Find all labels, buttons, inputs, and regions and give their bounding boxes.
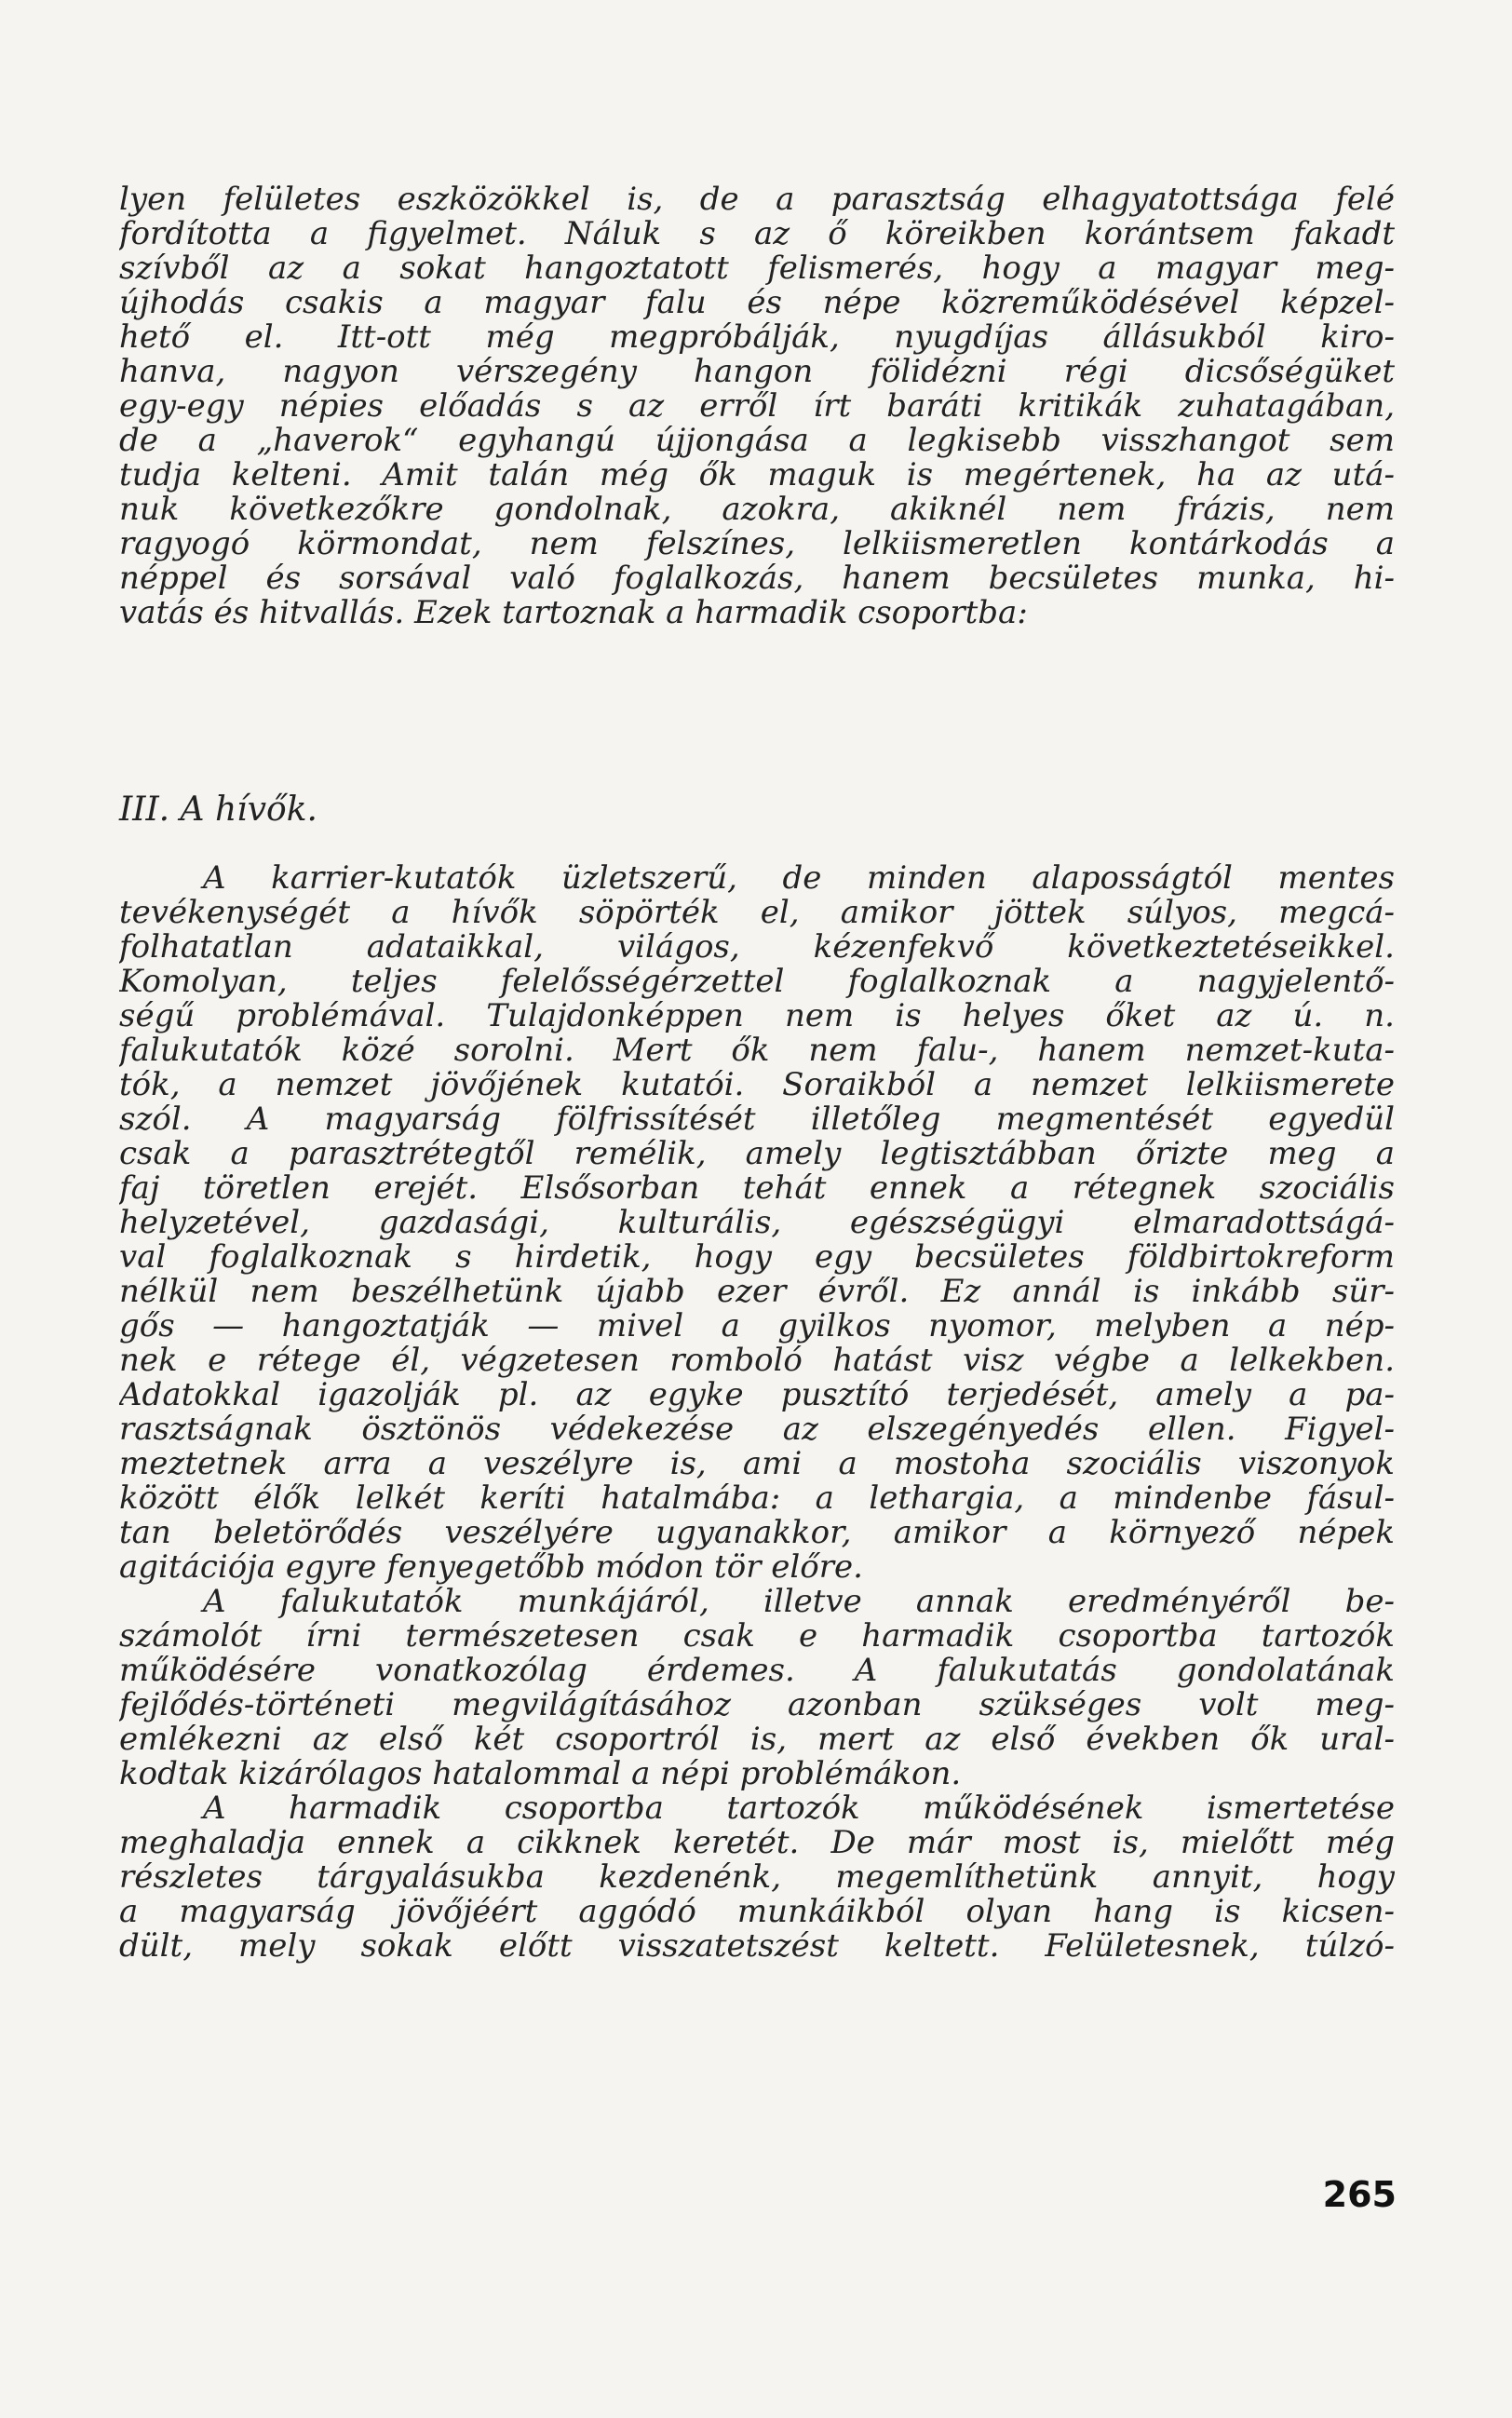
text-line: lyen felületes eszközökkel is, de a parasztság elhagyatottsága felé [119, 182, 1395, 217]
text-line: hető el. Itt-ott még megpróbálják, nyugdíjas állásukból kiro- [119, 320, 1395, 355]
text-line: kodtak kizárólagos hatalommal a népi problémákon. [119, 1757, 962, 1791]
paragraph-2 [119, 861, 1395, 1964]
text-line: egy-egy népies előadás s az erről írt baráti kritikák zuhatagában, [119, 389, 1395, 424]
text-line: Komolyan, teljes felelősségérzettel foglalkoznak a nagyjelentő- [119, 965, 1395, 999]
text-line: ségű problémával. Tulajdonképpen nem is helyes őket az ú. n. [119, 999, 1395, 1033]
text-line: néppel és sorsával való foglalkozás, hanem becsületes munka, hi- [119, 561, 1395, 596]
text-line: tan beletörődés veszélyére ugyanakkor, amikor a környező népek [119, 1516, 1395, 1550]
text-line: tevékenységét a hívők söpörték el, amikor jöttek súlyos, megcá- [119, 896, 1395, 930]
text-line: rasztságnak ösztönös védekezése az elszegényedés ellen. Figyel- [119, 1412, 1395, 1447]
text-line: de a „haverok“ egyhangú újjongása a legkisebb visszhangot sem [119, 424, 1395, 458]
text-line: helyzetével, gazdasági, kulturális, egészségügyi elmaradottságá- [119, 1206, 1395, 1240]
text-line: vatás és hitvallás. Ezek tartoznak a harmadik csoportba: [119, 596, 1028, 630]
section-heading: III. A hívők. [119, 790, 317, 829]
text-line: a magyarság jövőjéért aggódó munkáikból olyan hang is kicsen- [119, 1895, 1395, 1929]
text-line: fejlődés-történeti megvilágításához azonban szükséges volt meg- [119, 1688, 1395, 1722]
text-line: részletes tárgyalásukba kezdenénk, megemlíthetünk annyit, hogy [119, 1860, 1395, 1895]
text-line: A karrier-kutatók üzletszerű, de minden alaposságtól mentes [203, 861, 1395, 896]
text-line: szívből az a sokat hangoztatott felismerés, hogy a magyar meg- [119, 251, 1395, 286]
text-line: tudja kelteni. Amit talán még ők maguk is megértenek, ha az utá- [119, 458, 1395, 493]
text-line: nélkül nem beszélhetünk újabb ezer évről. Ez annál is inkább sür- [119, 1275, 1395, 1309]
text-line: agitációja egyre fenyegetőbb módon tör előre. [119, 1550, 863, 1585]
text-line: számolót írni természetesen csak e harmadik csoportba tartozók [119, 1619, 1395, 1654]
text-line: csak a parasztrétegtől remélik, amely legtisztábban őrizte meg a [119, 1137, 1395, 1171]
text-line: szól. A magyarság fölfrissítését illetőleg megmentését egyedül [119, 1102, 1395, 1137]
text-line: meghaladja ennek a cikknek keretét. De már most is, mielőtt még [119, 1826, 1395, 1860]
text-line: emlékezni az első két csoportról is, mert az első években ők ural- [119, 1722, 1395, 1757]
text-line: dült, mely sokak előtt visszatetszést keltett. Felületesnek, túlzó- [119, 1929, 1395, 1964]
text-line: nek e rétege él, végzetesen romboló hatást visz végbe a lelkekben. [119, 1344, 1395, 1378]
text-line: gős — hangoztatják — mivel a gyilkos nyomor, melyben a nép- [119, 1309, 1395, 1344]
paragraph-1 [119, 182, 1395, 630]
text-line: tók, a nemzet jövőjének kutatói. Soraikból a nemzet lelkiismerete [119, 1068, 1395, 1102]
text-line: nuk következőkre gondolnak, azokra, akiknél nem frázis, nem [119, 493, 1395, 527]
text-line: faj töretlen erejét. Elsősorban tehát ennek a rétegnek szociális [119, 1171, 1395, 1206]
text-line: A harmadik csoportba tartozók működésének ismertetése [203, 1791, 1395, 1826]
text-line: ragyogó körmondat, nem felszínes, lelkiismeretlen kontárkodás a [119, 527, 1395, 561]
text-line: között élők lelkét keríti hatalmába: a lethargia, a mindenbe fásul- [119, 1481, 1395, 1516]
text-line: Adatokkal igazolják pl. az egyke pusztító terjedését, amely a pa- [119, 1378, 1395, 1412]
text-line: A falukutatók munkájáról, illetve annak eredményéről be- [203, 1585, 1395, 1619]
page-number: 265 [1322, 2174, 1397, 2215]
text-line: falukutatók közé sorolni. Mert ők nem falu-, hanem nemzet-kuta- [119, 1033, 1395, 1068]
text-line: működésére vonatkozólag érdemes. A falukutatás gondolatának [119, 1654, 1395, 1688]
text-line: val foglalkoznak s hirdetik, hogy egy becsületes földbirtokreform [119, 1240, 1395, 1275]
text-line: folhatatlan adataikkal, világos, kézenfekvő következtetéseikkel. [119, 930, 1395, 965]
text-line: fordította a figyelmet. Náluk s az ő köreikben korántsem fakadt [119, 217, 1395, 251]
text-line: hanva, nagyon vérszegény hangon fölidézni régi dicsőségüket [119, 355, 1395, 389]
text-line: meztetnek arra a veszélyre is, ami a mostoha szociális viszonyok [119, 1447, 1395, 1481]
text-line: újhodás csakis a magyar falu és népe közreműködésével képzel- [119, 286, 1395, 320]
